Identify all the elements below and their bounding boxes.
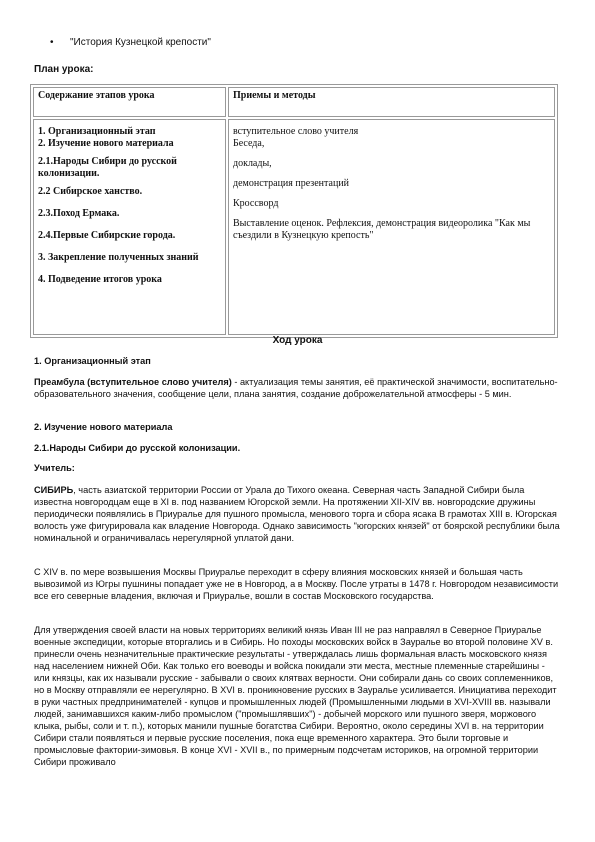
section-heading: 1. Организационный этап — [34, 356, 151, 366]
table-row — [33, 119, 555, 335]
method-item: демонстрация презентаций — [233, 178, 350, 189]
teacher-label: Учитель: — [34, 463, 75, 473]
stage-item: 1. Организационный этап — [38, 126, 156, 137]
method-item: Кроссворд — [233, 198, 279, 209]
lesson-plan-table — [30, 84, 558, 338]
stage-item: 2.1.Народы Сибири до русской колонизации. — [38, 156, 177, 179]
table-header-row — [33, 87, 555, 117]
stage-item: 2. Изучение нового материала — [38, 138, 174, 149]
paragraph-siberia — [34, 484, 562, 544]
method-item: вступительное слово учителя — [233, 126, 359, 137]
bullet-item — [50, 37, 211, 48]
paragraph-text: , часть азиатской территории России от Урала до Тихого океана. Северная часть Западной Сибири была известна новгородцам еще в XI в. под названием Югорской земли. На протяжении XII-XIV вв. новгородские дружины периодически появлялись в Приуралье для пушного промысла, менового торга и сбора ясака В грамотах XIII в. Югорская волость уже фигурировала как владение Новгорода. Однако зависимость "югорских князей" от боярской республики была номинальной и ограничивалась нерегулярной уплатой дани. — [34, 485, 560, 543]
preamble-paragraph — [34, 376, 562, 400]
subsection-heading: 2.1.Народы Сибири до русской колонизации. — [34, 443, 241, 453]
plan-title: План урока: — [34, 64, 94, 75]
stage-item: 2.4.Первые Сибирские города. — [38, 230, 176, 241]
stage-item: 2.3.Поход Ермака. — [38, 208, 120, 219]
lesson-heading: Ход урока — [272, 335, 323, 346]
method-item: Выставление оценок. Рефлексия, демонстрация видеоролика "Как мы съездили в Кузнецкую крепость" — [233, 218, 531, 241]
stages-cell — [33, 119, 226, 335]
methods-cell — [228, 119, 555, 335]
header-cell-stages: Содержание этапов урока — [33, 87, 226, 117]
stage-item: 3. Закрепление полученных знаний — [38, 252, 199, 263]
preamble-text: - актуализация темы занятия, её практической значимости, воспитательно-образовательного значения, сообщение цели, плана занятия, создание доброжелательной атмосферы - 5 мин. — [34, 377, 558, 399]
bullet-marker: • — [50, 37, 54, 48]
bullet-text: "История Кузнецкой крепости" — [70, 37, 211, 48]
method-item: доклады, — [233, 158, 272, 169]
preamble-lead: Преамбула (вступительное слово учителя) — [34, 377, 232, 387]
paragraph-moscow: С XIV в. по мере возвышения Москвы Приуралье переходит в сферу влияния московских князей и большая часть вывозимой из Югры пушнины попадает уже не в Новгород, а в Москву. После утраты в 1478 г. Новгородом независимости все его северные владения, включая и Приуралье, вошли в состав Московского государства. — [34, 567, 559, 601]
paragraph-lead: СИБИРЬ — [34, 485, 74, 495]
section-heading: 2. Изучение нового материала — [34, 422, 173, 432]
stage-item: 4. Подведение итогов урока — [38, 274, 162, 285]
paragraph-expeditions: Для утверждения своей власти на новых территориях великий князь Иван III не раз направлял в Северное Приуралье военные экспедиции, которые вторгались и в Сибирь. Но походы московских войск в Зауралье во второй половине XV в. принесли очень незначительные практические результаты - утверждалась лишь формальная власть московского князя над населением нижней Оби. Как только его воеводы и войска покидали эти места, местные племенные старейшины - или князцы, как их называли русские - забывали о своих клятвах верности. Они собирали дань со своих соплеменников, но в Москву отправляли ее нерегулярно. В XVI в. проникновение русских в Зауралье усиливается. Инициатива переходит в руки частных предпринимателей - купцов и промышленных людей (Промышленными людьми в XVI-XVIII вв. называли людей, занимавшихся каким-либо промыслом ("промышлявших") - добычей морского или пушного зверя, моржового клыка, рыбы, соли и т. п.), которых манили пушные богатства Сибири. Вероятно, около середины XVI в. на территории Сибири стали появляться и первые русские поселения, пока еще временного характера. Это были торговые и промысловые фактории-зимовья. В конце XVI - XVII в., по примерным подсчетам историков, на огромной территории Сибири проживало — [34, 625, 557, 767]
stage-item: 2.2 Сибирское ханство. — [38, 186, 143, 197]
header-cell-methods: Приемы и методы — [228, 87, 555, 117]
method-item: Беседа, — [233, 138, 265, 149]
